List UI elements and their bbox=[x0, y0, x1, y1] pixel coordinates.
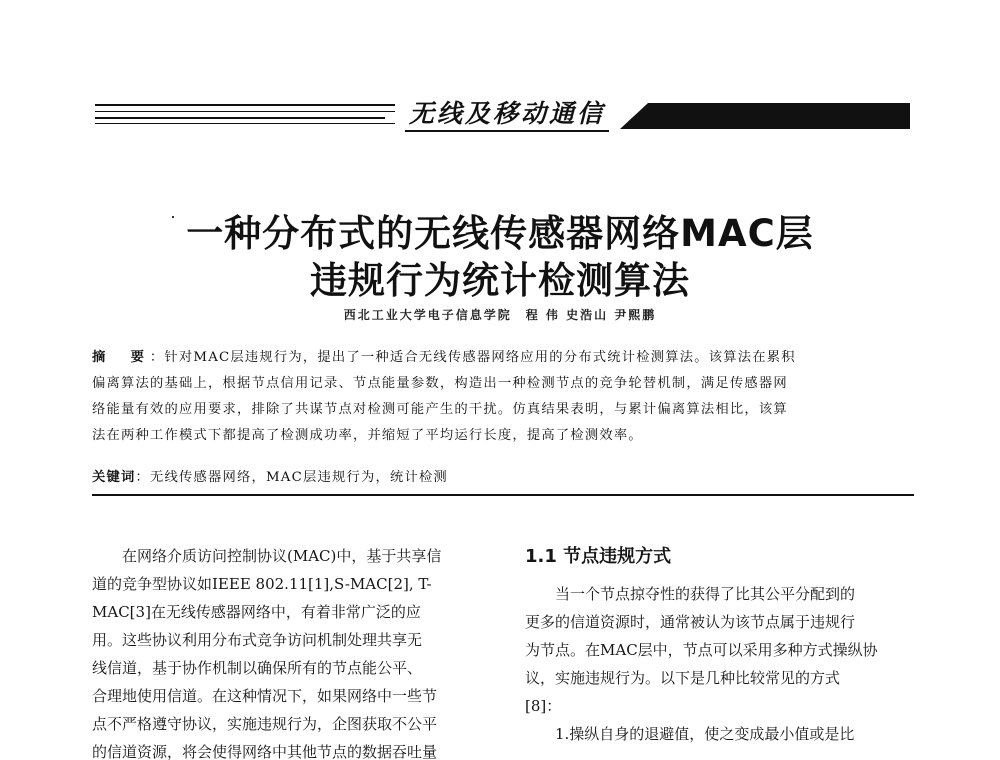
section-heading: 1.1 节点违规方式 bbox=[525, 546, 672, 567]
list-item: 1.操纵自身的退避值，使之变成最小值或是比 bbox=[555, 725, 855, 743]
left-column bbox=[92, 542, 482, 760]
body-line: MAC[3]在无线传感器网络中，有着非常广泛的应 bbox=[92, 603, 421, 621]
body-line: 的信道资源，将会使得网络中其他节点的数据吞吐量 bbox=[92, 743, 438, 760]
intro-paragraph bbox=[92, 542, 482, 760]
keywords bbox=[92, 467, 914, 496]
body-line: 合理地使用信道。在这种情况下，如果网络中一些节 bbox=[92, 687, 438, 705]
abstract bbox=[92, 345, 912, 449]
abstract-line: ：针对MAC层违规行为，提出了一种适合无线传感器网络应用的分布式统计检测算法。该算法在累积 bbox=[149, 350, 796, 365]
body-line: 点不严格遵守协议，实施违规行为，企图获取不公平 bbox=[92, 715, 438, 733]
header-rule-lines bbox=[95, 100, 395, 130]
paper-title-line-1: 一种分布式的无线传感器网络MAC层 bbox=[186, 212, 814, 255]
body-line: 为节点。在MAC层中，节点可以采用多种方式操纵协 bbox=[525, 641, 878, 659]
keywords-label: 关键词 bbox=[92, 470, 136, 485]
body-line: 道的竞争型协议如IEEE 802.11[1],S-MAC[2], T- bbox=[92, 575, 432, 593]
body-line: 当一个节点掠夺性的获得了比其公平分配到的 bbox=[555, 585, 856, 603]
body-line: [8]： bbox=[525, 697, 562, 715]
abstract-line: 络能量有效的应用要求，排除了共谋节点对检测可能产生的干扰。仿真结果表明，与累计偏离算法相比，该算 bbox=[92, 402, 788, 417]
body-line: 在网络介质访问控制协议(MAC)中，基于共享信 bbox=[122, 547, 442, 565]
abstract-label: 摘 要 bbox=[92, 350, 150, 365]
author-affiliation: 西北工业大学电子信息学院 程 伟 史浩山 尹熙鹏 bbox=[343, 308, 657, 322]
header-black-bar bbox=[620, 103, 910, 129]
abstract-line: 偏离算法的基础上，根据节点信用记录、节点能量参数，构造出一种检测节点的竞争轮替机制，满足传感器网 bbox=[92, 376, 788, 391]
paper-title-line-2: 违规行为统计检测算法 bbox=[310, 259, 690, 302]
body-line: 议，实施违规行为。以下是几种比较常见的方式 bbox=[525, 669, 841, 687]
journal-section-tag: 无线及移动通信 bbox=[405, 98, 609, 132]
abstract-line: 法在两种工作模式下都提高了检测成功率，并缩短了平均运行长度，提高了检测效率。 bbox=[92, 428, 643, 443]
keywords-text: ：无线传感器网络，MAC层违规行为，统计检测 bbox=[135, 470, 448, 485]
body-line: 更多的信道资源时，通常被认为该节点属于违规行 bbox=[525, 613, 856, 631]
body-line: 线信道，基于协作机制以确保所有的节点能公平、 bbox=[92, 659, 423, 677]
body-line: 用。这些协议利用分布式竞争访问机制处理共享无 bbox=[92, 631, 423, 649]
right-column bbox=[525, 542, 913, 748]
section-paragraph bbox=[525, 580, 913, 720]
